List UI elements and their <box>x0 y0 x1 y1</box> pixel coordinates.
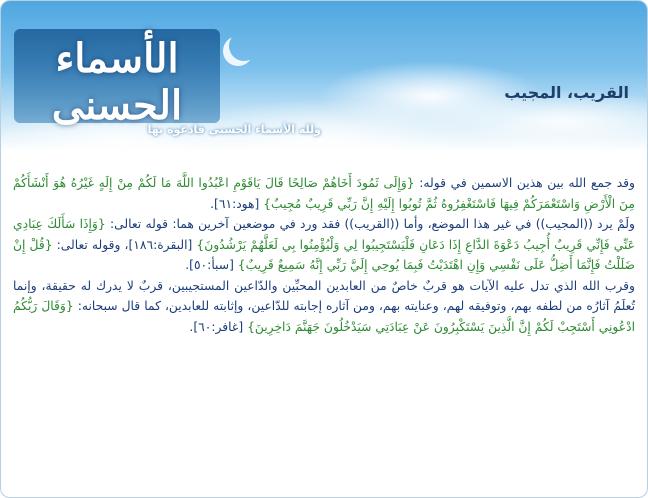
paragraph-3-text: وقرب الله الذي تدل عليه الآيات هو قربٌ خاصٌ من العابدين المحبِّين والدّاعين المستجيبين، قربٌ لا يدرك له حقيقة، وإنما تُعلَمُ آثارُه من لطفه بهم، وتوفيقه لهم، وعنايته بهم، ومن آثاره إجابته للدّاعين، وإثابته للعابدين، كما قال سبحانه: <box>13 278 635 313</box>
verse-reference-baqarah: [البقرة:١٨٦]، <box>120 237 197 252</box>
article-body <box>13 173 635 337</box>
page-title: القريب، المجيب <box>504 83 629 102</box>
paragraph-2 <box>13 214 635 276</box>
paragraph-2-text-2: وقوله تعالى: <box>52 237 121 252</box>
paragraph-1 <box>13 173 635 214</box>
paragraph-2-text-1: ولَمْ يرد ((المجيب)) في غير هذا الموضع، وأما ((القريب)) فقد ورد في موضعين آخرين هما: قوله تعالى: <box>105 217 635 231</box>
verse-reference-ghafir: [غافر:٦٠]. <box>189 319 248 334</box>
crescent-moon-icon <box>229 31 259 61</box>
quran-verse-ghafir: {وَقَالَ رَبُّكُمُ ادْعُونِي أَسْتَجِبْ لَكُمْ إِنَّ الَّذِينَ يَسْتَكْبِرُونَ عَنْ عِبَادَتِي سَيَدْخُلُونَ جَهَنَّمَ دَاخِرِينَ} <box>13 299 635 334</box>
quran-verse-baqarah: {وَإِذَا سَأَلَكَ عِبَادِي عَنِّي فَإِنِّي قَرِيبٌ أُجِيبُ دَعْوَةَ الدَّاعِ إِذَا دَعَانِ فَلْيَسْتَجِيبُوا لِي وَلْيُؤْمِنُوا بِي لَعَلَّهُمْ يَرْشُدُونَ} <box>13 217 635 252</box>
quran-verse-saba: {قُلْ إِنْ ضَلَلْتُ فَإِنَّمَا أَضِلُّ عَلَى نَفْسِي وَإِنِ اهْتَدَيْتُ فَبِمَا يُوحِي إِلَيَّ رَبِّي إِنَّهُ سَمِيعٌ قَرِيبٌ} <box>13 237 635 272</box>
logo-subtitle: ولله الأسماء الحسنى فادعوه بها <box>147 123 321 136</box>
verse-reference-saba: [سبأ:٥٠]. <box>185 258 238 272</box>
paragraph-3 <box>13 276 635 338</box>
logo-title: الأسماء الحسنى <box>51 35 183 129</box>
header-banner <box>1 1 647 151</box>
verse-reference-hud: [هود:٦١]. <box>210 196 264 211</box>
paragraph-1-intro: وقد جمع الله بين هذين الاسمين في قوله: <box>414 176 635 190</box>
quran-verse-hud: {وَإِلَى ثَمُودَ أَخَاهُمْ صَالِحًا قَالَ يَاقَوْمِ اعْبُدُوا اللَّهَ مَا لَكُمْ مِنْ إِلَهٍ غَيْرُهُ هُوَ أَنْشَأَكُمْ مِنَ الْأَرْضِ وَاسْتَعْمَرَكُمْ فِيهَا فَاسْتَغْفِرُوهُ ثُمَّ تُوبُوا إِلَيْهِ إِنَّ رَبِّي قَرِيبٌ مُجِيبٌ} <box>13 176 635 211</box>
